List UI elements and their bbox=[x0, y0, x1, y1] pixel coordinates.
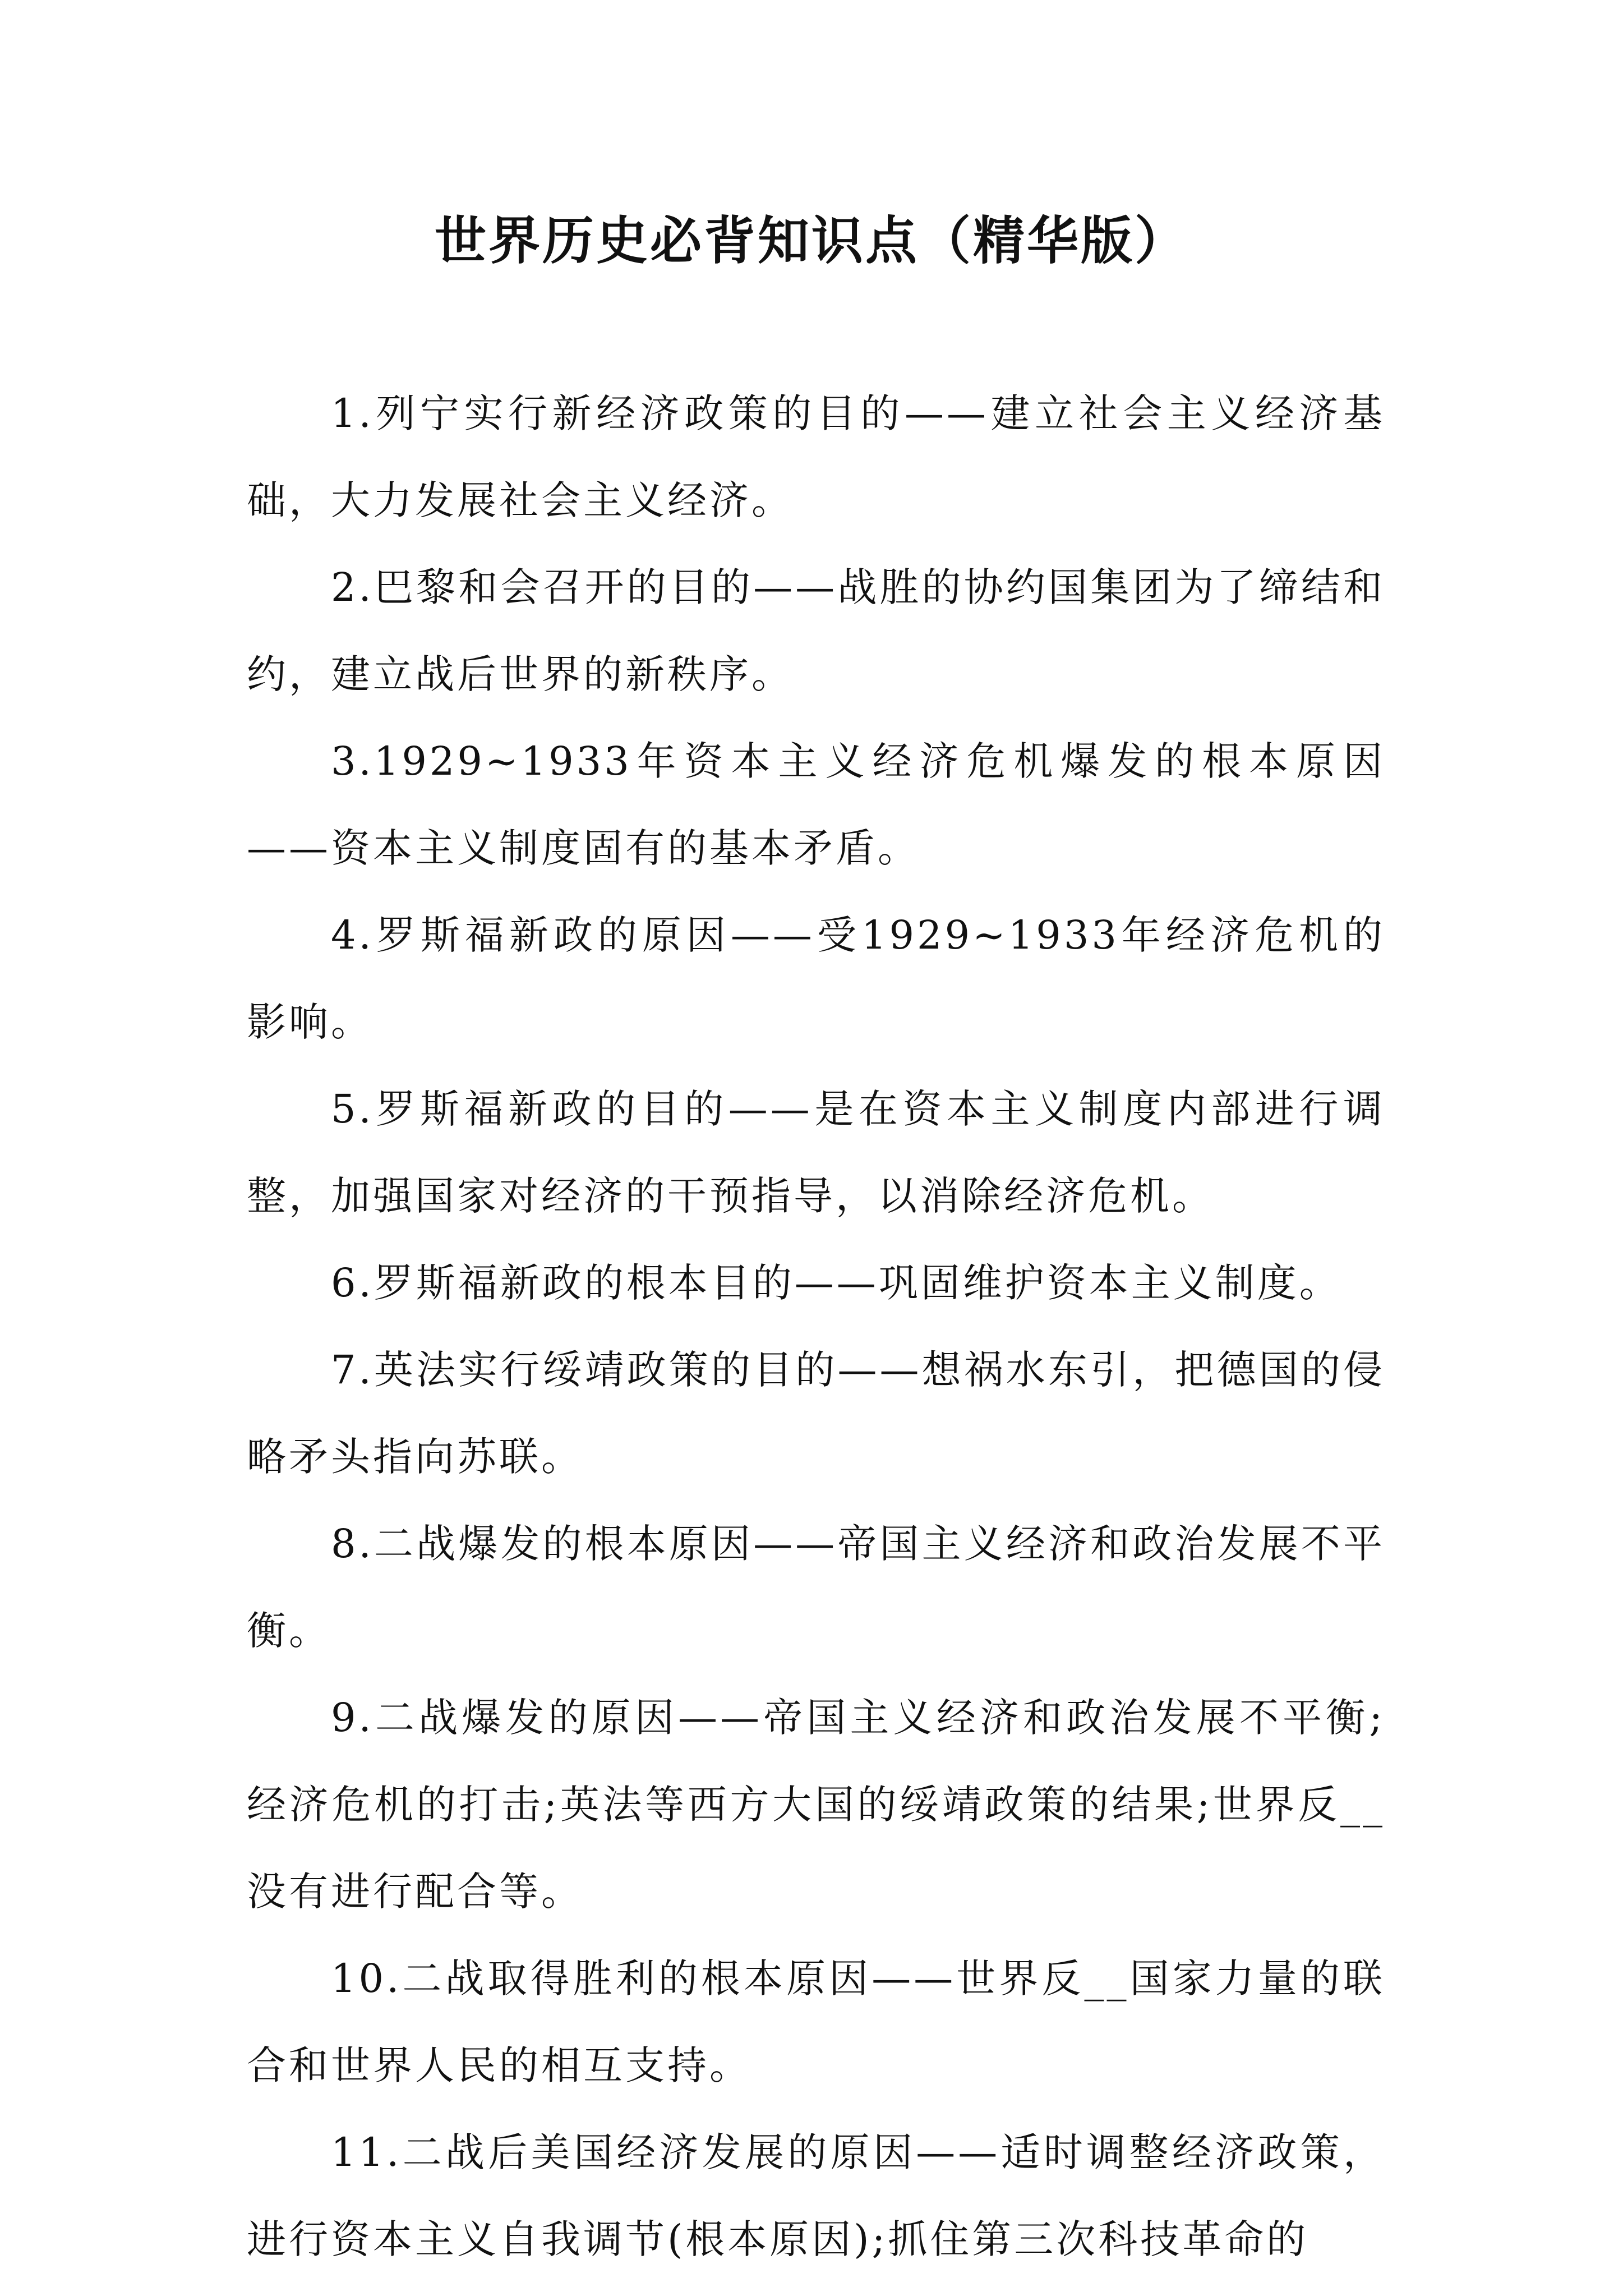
paragraph-1: 1.列宁实行新经济政策的目的——建立社会主义经济基础，大力发展社会主义经济。 bbox=[247, 390, 1385, 523]
paragraph-8: 8.二战爆发的根本原因——帝国主义经济和政治发展不平衡。 bbox=[247, 1521, 1385, 1654]
document-title: 世界历史必背知识点（精华版） bbox=[434, 211, 1188, 271]
paragraph-11: 11.二战后美国经济发展的原因——适时调整经济政策，进行资本主义自我调节(根本原因);抓住第三次科技革命的 bbox=[247, 2129, 1385, 2262]
paragraph-3: 3.1929~1933年资本主义经济危机爆发的根本原因——资本主义制度固有的基本矛盾。 bbox=[247, 738, 1385, 871]
paragraph-2: 2.巴黎和会召开的目的——战胜的协约国集团为了缔结和约，建立战后世界的新秩序。 bbox=[247, 564, 1385, 697]
paragraph-5: 5.罗斯福新政的目的——是在资本主义制度内部进行调整，加强国家对经济的干预指导，以消除经济危机。 bbox=[247, 1086, 1385, 1219]
paragraph-7: 7.英法实行绥靖政策的目的——想祸水东引，把德国的侵略矛头指向苏联。 bbox=[247, 1347, 1385, 1480]
document-body bbox=[247, 370, 1385, 2283]
paragraph-4: 4.罗斯福新政的原因——受1929~1933年经济危机的影响。 bbox=[247, 912, 1385, 1045]
paragraph-9: 9.二战爆发的原因——帝国主义经济和政治发展不平衡;经济危机的打击;英法等西方大国的绥靖政策的结果;世界反__没有进行配合等。 bbox=[247, 1695, 1385, 1915]
paragraph-6: 6.罗斯福新政的根本目的——巩固维护资本主义制度。 bbox=[331, 1260, 1341, 1306]
paragraph-10: 10.二战取得胜利的根本原因——世界反__国家力量的联合和世界人民的相互支持。 bbox=[247, 1955, 1385, 2088]
